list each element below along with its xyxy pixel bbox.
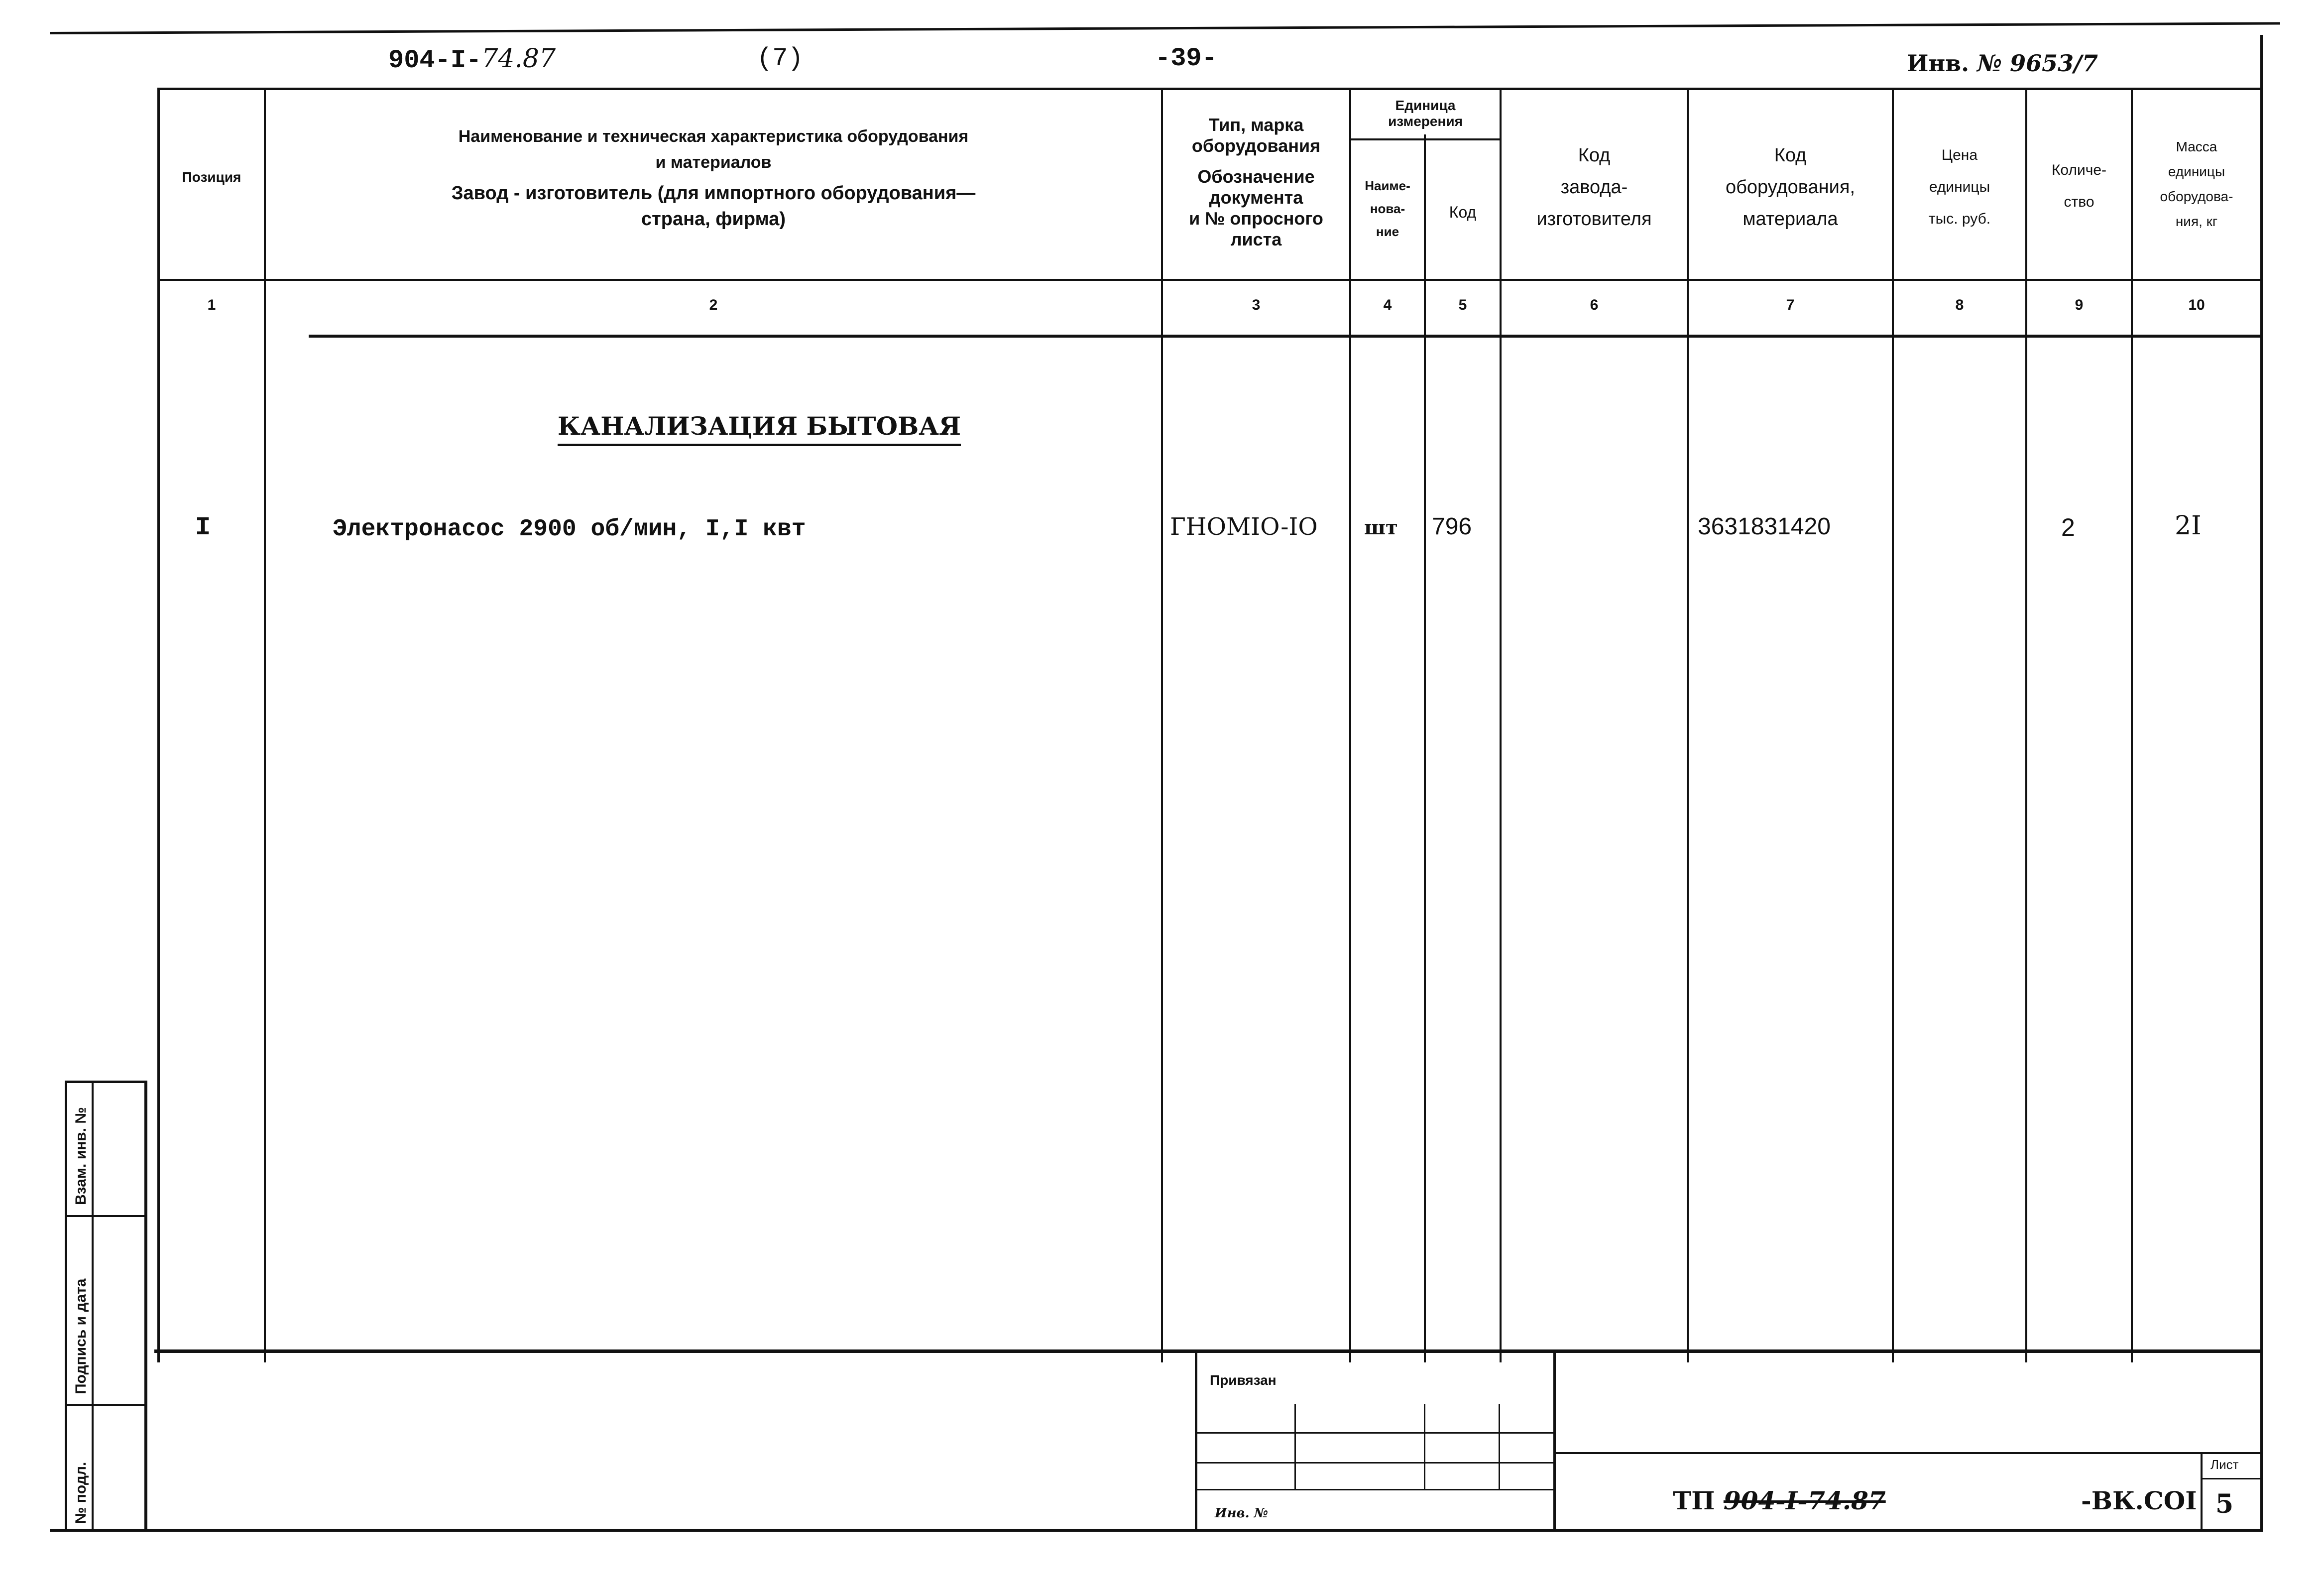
side-stamp-right-line	[144, 1081, 147, 1529]
frame-top-line	[50, 22, 2280, 34]
stamp-code-line	[1554, 1452, 2260, 1454]
header-type-line4: документа	[1209, 187, 1303, 208]
section-title: КАНАЛИЗАЦИЯ БЫТОВАЯ	[558, 411, 961, 446]
stamp-right-divider	[1553, 1351, 1556, 1530]
page-number: -39-	[1155, 44, 1217, 73]
row-qty: 2	[2061, 513, 2075, 541]
stamp-grid-v2	[1424, 1404, 1425, 1489]
header-mass-line4: ния, кг	[2175, 214, 2218, 229]
header-plant-line1: Код	[1578, 145, 1611, 166]
header-unit-name-line2: нова-	[1370, 201, 1405, 216]
header-plant-code	[1502, 139, 1687, 235]
header-equip-line1: Код	[1774, 145, 1807, 166]
header-qty-line1: Количе-	[2051, 162, 2107, 178]
header-type-line1: Тип, марка	[1208, 115, 1304, 135]
col-divider-4	[1424, 134, 1426, 1362]
header-price-line2: единицы	[1929, 179, 1990, 195]
header-unit-name-line1: Наиме-	[1365, 178, 1410, 193]
colnum-9: 9	[2075, 297, 2084, 313]
unit-group-line	[1350, 138, 1500, 140]
header-unit-line1: Единица	[1395, 98, 1456, 113]
header-equip-line2: оборудования,	[1725, 177, 1856, 198]
stamp-inv-no: Инв. №	[1215, 1506, 1268, 1521]
row-mass: 2I	[2175, 511, 2202, 541]
row-type: ГНОМIO-IO	[1170, 513, 1318, 541]
header-name-line2: и материалов	[655, 153, 772, 172]
frame-bottom-line	[50, 1529, 2263, 1532]
stamp-doc-prefix: ТП	[1673, 1486, 1715, 1515]
header-position: Позиция	[182, 169, 241, 185]
header-price-line3: тыс. руб.	[1928, 211, 1991, 227]
stamp-grid-h3	[1196, 1489, 1553, 1490]
header-mass-line3: оборудова-	[2160, 189, 2233, 204]
album-number: (7)	[757, 44, 804, 73]
colnum-5: 5	[1458, 297, 1467, 313]
series-number	[388, 44, 556, 75]
stamp-grid-v3	[1499, 1404, 1500, 1489]
row-unit-code: 796	[1432, 513, 1472, 540]
header-equip-code	[1689, 139, 1892, 235]
side-stamp-inner-line	[92, 1081, 94, 1529]
header-type	[1163, 115, 1349, 250]
stamp-top-line	[154, 1349, 2260, 1353]
header-name-line3: Завод - изготовитель (для импортного оборудования—	[451, 183, 976, 204]
header-name-line4: страна, фирма)	[641, 209, 786, 230]
stamp-privyazan: Привязан	[1210, 1372, 1277, 1388]
row-unit: шт	[1364, 516, 1398, 539]
side-stamp-left-line	[65, 1081, 67, 1529]
stamp-left-divider	[1195, 1351, 1197, 1530]
row-position: I	[195, 513, 211, 542]
colnum-4: 4	[1383, 297, 1392, 313]
colnum-2: 2	[709, 297, 718, 313]
stamp-sheet-number: 5	[2215, 1489, 2234, 1519]
header-type-line5: и № опросного	[1189, 208, 1323, 229]
colnum-3: 3	[1252, 297, 1261, 313]
side-stamp-vzam: Взам. инв. №	[73, 1107, 89, 1205]
header-mass-line1: Масса	[2176, 139, 2217, 154]
header-price	[1894, 139, 2025, 235]
stamp-sheet-label: Лист	[2210, 1457, 2239, 1472]
stamp-doc-number: 904-I-74.87	[1723, 1486, 1886, 1515]
side-stamp-line-1	[65, 1215, 147, 1217]
stamp-grid-v1	[1294, 1404, 1296, 1489]
number-row-line	[309, 335, 2260, 338]
stamp-sheet-line	[2202, 1478, 2260, 1479]
colnum-7: 7	[1786, 297, 1795, 313]
inventory-number	[1907, 50, 2098, 77]
header-unit-group	[1351, 98, 1500, 129]
inventory-value: № 9653/7	[1977, 50, 2098, 77]
header-type-line3: Обозначение	[1197, 166, 1315, 187]
side-stamp-podl: № подл.	[73, 1462, 89, 1524]
header-bottom-line	[159, 279, 2260, 281]
header-plant-line2: завода-	[1560, 177, 1628, 198]
series-handwritten: 74.87	[481, 44, 556, 74]
series-prefix: 904-I-	[388, 46, 482, 75]
colnum-8: 8	[1955, 297, 1964, 313]
stamp-sheet-divider	[2201, 1452, 2203, 1530]
header-unit-name-line3: ние	[1376, 224, 1399, 239]
inventory-label: Инв.	[1907, 50, 1970, 77]
colnum-10: 10	[2188, 297, 2205, 313]
header-equip-line3: материала	[1743, 209, 1838, 230]
header-unit-name	[1351, 174, 1424, 243]
header-unit-line2: измерения	[1388, 114, 1463, 129]
header-type-line6: листа	[1230, 229, 1282, 249]
stamp-doc-code	[1673, 1486, 1886, 1515]
side-stamp-top-line	[65, 1081, 147, 1083]
table-top-line	[159, 88, 2260, 90]
header-unit-code: Код	[1449, 203, 1477, 221]
frame-right-line	[2260, 35, 2263, 1529]
header-mass-line2: единицы	[2168, 164, 2225, 179]
side-stamp-line-2	[65, 1404, 147, 1406]
header-qty	[2027, 154, 2131, 218]
header-plant-line3: изготовителя	[1536, 209, 1652, 230]
side-stamp-podpis: Подпись и дата	[73, 1278, 89, 1394]
stamp-doc-suffix: -ВК.СОI	[2081, 1486, 2197, 1515]
header-mass	[2133, 134, 2260, 234]
header-type-line2: оборудования	[1191, 135, 1321, 156]
header-name-line1: Наименование и техническая характеристика оборудования	[458, 127, 969, 146]
header-name	[266, 123, 1161, 232]
row-equip-code: 3631831420	[1698, 513, 1831, 540]
colnum-6: 6	[1590, 297, 1599, 313]
colnum-1: 1	[207, 297, 216, 313]
header-qty-line2: ство	[2064, 194, 2094, 210]
header-price-line1: Цена	[1941, 147, 1978, 163]
row-name: Электронасос 2900 об/мин, I,I квт	[333, 516, 806, 543]
